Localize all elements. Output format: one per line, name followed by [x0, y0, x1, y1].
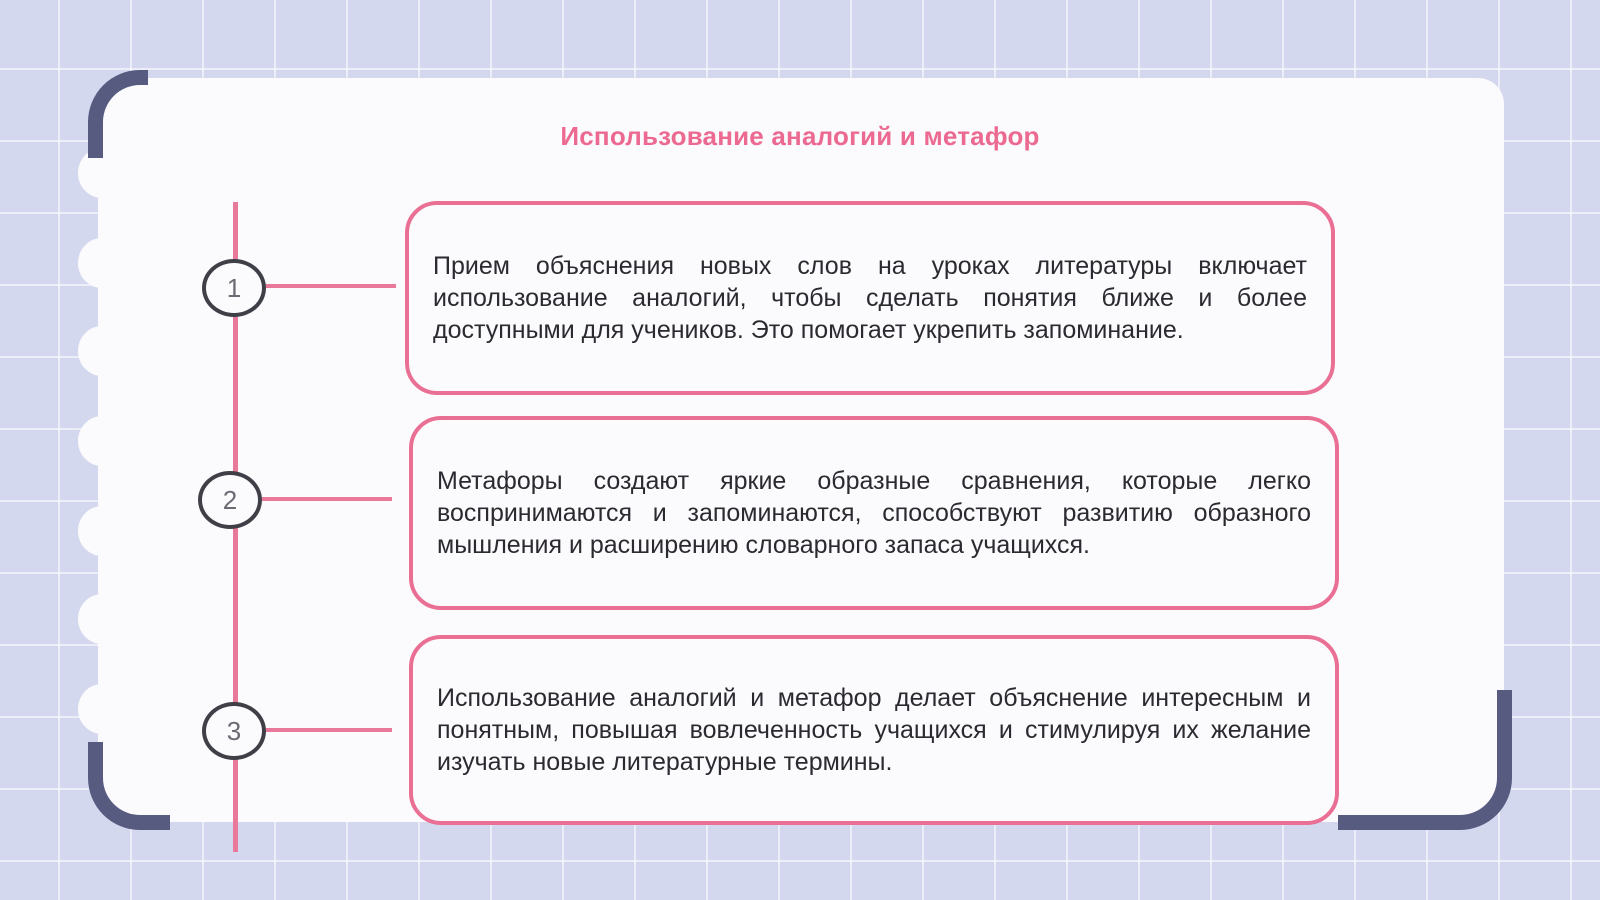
step-number-1: 1 — [202, 259, 266, 317]
slide-title: Использование аналогий и метафор — [560, 121, 1040, 151]
step-card-text: Прием объяснения новых слов на уроках литературы включает использование аналогий, чтобы сделать понятия ближе и более доступными для учеников. Это помогает укрепить запоминание. — [433, 252, 1307, 344]
timeline-connector — [262, 497, 392, 501]
paper-scallop — [78, 416, 126, 466]
step-card-3 — [409, 635, 1339, 825]
step-number-2: 2 — [198, 471, 262, 529]
timeline-connector — [266, 284, 396, 288]
paper-scallop — [78, 238, 126, 288]
timeline-connector — [266, 728, 392, 732]
step-number-3: 3 — [202, 702, 266, 760]
step-card-1 — [405, 201, 1335, 395]
step-card-2 — [409, 416, 1339, 610]
paper-scallop — [78, 684, 126, 734]
corner-bracket-bottom-left — [88, 742, 170, 830]
step-card-text: Использование аналогий и метафор делает объяснение интересным и понятным, повышая вовлеченность учащихся и стимулируя их желание изучать новые литературные термины. — [437, 684, 1311, 776]
step-card-text: Метафоры создают яркие образные сравнения, которые легко воспринимаются и запоминаются, способствуют развитию образного мышления и расширению словарного запаса учащихся. — [437, 467, 1311, 559]
paper-scallop — [78, 594, 126, 644]
paper-scallop — [78, 506, 126, 556]
corner-bracket-bottom-right — [1338, 690, 1512, 830]
paper-scallop — [78, 326, 126, 376]
